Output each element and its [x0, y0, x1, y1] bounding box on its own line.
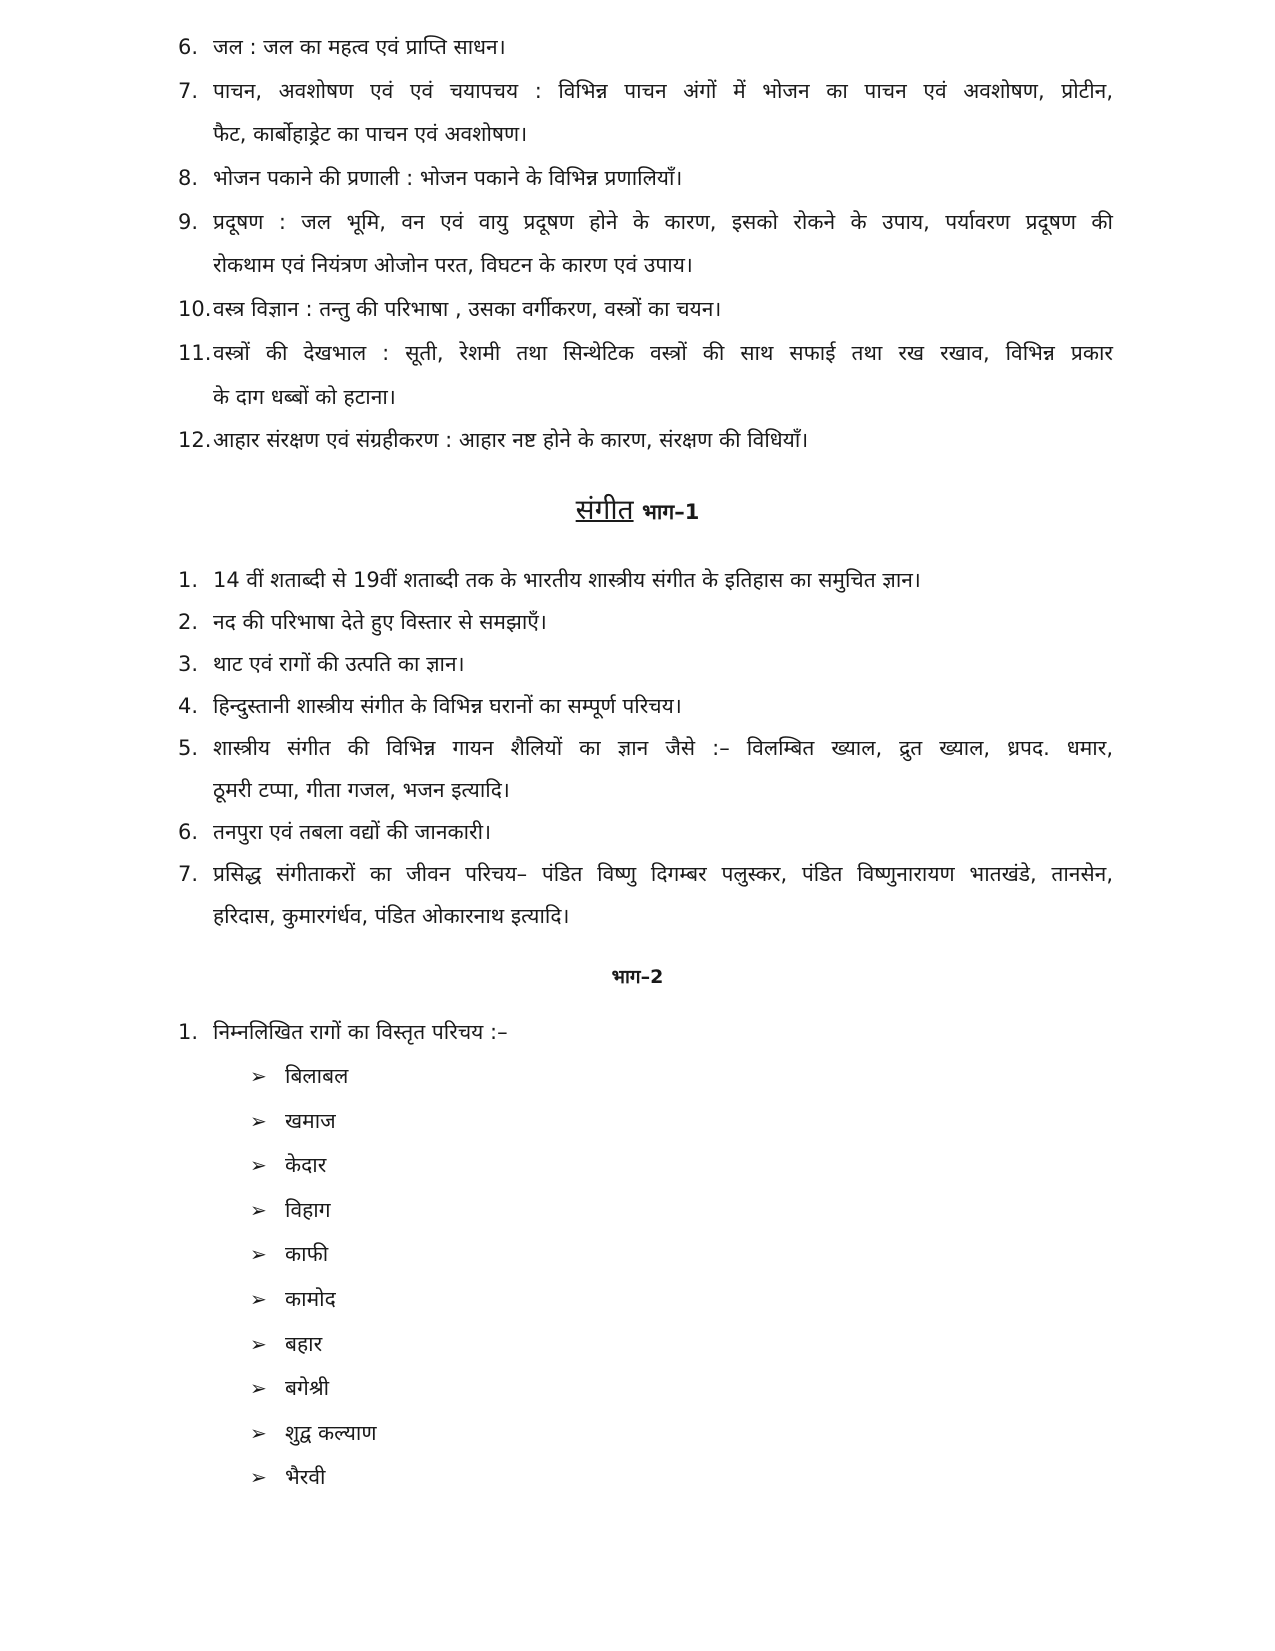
item-number: 8.	[178, 166, 199, 191]
arrow-bullet-icon: ➢	[250, 1376, 267, 1401]
list-item	[0, 157, 1275, 201]
list-item	[0, 727, 1275, 811]
item-text-line: हरिदास, कुमारगंर्धव, पंडित ओकारनाथ इत्यादि।	[213, 904, 570, 928]
item-number: 10.	[178, 297, 212, 322]
item-number: 6.	[178, 820, 199, 844]
list-item	[0, 811, 1275, 853]
item-text-line: भोजन पकाने की प्रणाली : भोजन पकाने के विभिन्न प्रणालियाँ।	[213, 166, 683, 191]
raga-item	[0, 1411, 1275, 1456]
part-1-label: भाग–1	[642, 500, 700, 524]
item-number: 7.	[178, 78, 199, 103]
raga-name: भैरवी	[285, 1465, 326, 1490]
home-science-list	[0, 26, 1275, 463]
list-item	[0, 559, 1275, 601]
item-text-line: नद की परिभाषा देते हुए विस्तार से समझाएँ।	[213, 610, 547, 634]
item-text-line: रोकथाम एवं नियंत्रण ओजोन परत, विघटन के कारण एवं उपाय।	[213, 253, 693, 278]
list-item	[0, 26, 1275, 70]
raga-item	[0, 1188, 1275, 1233]
item-number: 6.	[178, 35, 199, 59]
list-item	[0, 643, 1275, 685]
raga-item	[0, 1099, 1275, 1144]
list-item	[0, 1010, 1275, 1055]
item-number: 5.	[178, 736, 199, 760]
music-part2-list	[0, 1010, 1275, 1055]
item-text-line: वस्त्रों की देखभाल : सूती, रेशमी तथा सिन्थेटिक वस्त्रों की साथ सफाई तथा रख रखाव, विभिन्न प्रकार	[213, 340, 1113, 365]
item-text-line: प्रसिद्ध संगीताकरों का जीवन परिचय– पंडित विष्णु दिगम्बर पलुस्कर, पंडित विष्णुनारायण भातखंडे, तानसेन,	[213, 862, 1113, 886]
raga-name: कामोद	[285, 1286, 336, 1311]
raga-name: बगेश्री	[285, 1376, 330, 1401]
item-text-line: जल : जल का महत्व एवं प्राप्ति साधन।	[213, 35, 506, 59]
item-number: 11.	[178, 340, 212, 365]
raga-item	[0, 1366, 1275, 1411]
raga-name: विहाग	[285, 1197, 331, 1222]
raga-item	[0, 1143, 1275, 1188]
arrow-bullet-icon: ➢	[250, 1331, 267, 1356]
item-number: 4.	[178, 694, 199, 718]
part-2-heading: भाग–2	[611, 966, 664, 988]
raga-name: बिलाबल	[285, 1064, 349, 1088]
list-item	[0, 332, 1275, 419]
raga-name: काफी	[285, 1242, 329, 1267]
raga-list	[0, 1054, 1275, 1500]
item-text-line: प्रदूषण : जल भूमि, वन एवं वायु प्रदूषण होने के कारण, इसको रोकने के उपाय, पर्यावरण प्रदूषण की	[213, 209, 1113, 234]
raga-item	[0, 1232, 1275, 1277]
item-text-line: पाचन, अवशोषण एवं एवं चयापचय : विभिन्न पाचन अंगों में भोजन का पाचन एवं अवशोषण, प्रोटीन,	[213, 78, 1113, 103]
item-number: 1.	[178, 1020, 199, 1044]
arrow-bullet-icon: ➢	[250, 1064, 267, 1088]
item-number: 9.	[178, 209, 199, 234]
list-item	[0, 201, 1275, 288]
music-part1-list	[0, 559, 1275, 937]
arrow-bullet-icon: ➢	[250, 1420, 267, 1445]
raga-item	[0, 1277, 1275, 1322]
item-text-line: फैट, कार्बोहाड्रेट का पाचन एवं अवशोषण।	[213, 122, 528, 147]
item-text-line: शास्त्रीय संगीत की विभिन्न गायन शैलियों का ज्ञान जैसे :– विलम्बित ख्याल, द्रुत ख्याल, ध्रपद. धमार,	[213, 736, 1113, 760]
item-text-line: निम्नलिखित रागों का विस्तृत परिचय :–	[213, 1020, 508, 1044]
item-text-line: वस्त्र विज्ञान : तन्तु की परिभाषा , उसका वर्गीकरण, वस्त्रों का चयन।	[213, 297, 722, 322]
list-item	[0, 288, 1275, 332]
raga-item	[0, 1054, 1275, 1099]
item-number: 7.	[178, 862, 199, 886]
raga-item	[0, 1455, 1275, 1500]
item-number: 12.	[178, 428, 212, 453]
item-text-line: ठूमरी टप्पा, गीता गजल, भजन इत्यादि।	[213, 778, 510, 802]
raga-name: बहार	[285, 1331, 323, 1356]
arrow-bullet-icon: ➢	[250, 1153, 267, 1178]
arrow-bullet-icon: ➢	[250, 1108, 267, 1133]
list-item	[0, 70, 1275, 157]
arrow-bullet-icon: ➢	[250, 1465, 267, 1490]
item-text-line: आहार संरक्षण एवं संग्रहीकरण : आहार नष्ट होने के कारण, संरक्षण की विधियाँ।	[213, 428, 809, 453]
list-item	[0, 853, 1275, 937]
music-heading	[0, 490, 1275, 528]
arrow-bullet-icon: ➢	[250, 1197, 267, 1222]
item-text-line: के दाग धब्बों को हटाना।	[213, 384, 396, 409]
music-title: संगीत	[575, 493, 634, 526]
item-text-line: तनपुरा एवं तबला वद्यों की जानकारी।	[213, 820, 492, 844]
item-number: 2.	[178, 610, 199, 634]
list-item	[0, 419, 1275, 463]
raga-name: खमाज	[285, 1108, 336, 1133]
item-number: 1.	[178, 568, 199, 592]
item-text-line: थाट एवं रागों की उत्पति का ज्ञान।	[213, 652, 465, 676]
item-number: 3.	[178, 652, 199, 676]
arrow-bullet-icon: ➢	[250, 1286, 267, 1311]
item-text-line: हिन्दुस्तानी शास्त्रीय संगीत के विभिन्न घरानों का सम्पूर्ण परिचय।	[213, 694, 682, 718]
list-item	[0, 601, 1275, 643]
arrow-bullet-icon: ➢	[250, 1242, 267, 1267]
list-item	[0, 685, 1275, 727]
raga-name: केदार	[285, 1153, 327, 1178]
raga-item	[0, 1322, 1275, 1367]
item-text-line: 14 वीं शताब्दी से 19वीं शताब्दी तक के भारतीय शास्त्रीय संगीत के इतिहास का समुचित ज्ञान।	[213, 568, 921, 592]
raga-name: शुद्व कल्याण	[285, 1420, 377, 1445]
